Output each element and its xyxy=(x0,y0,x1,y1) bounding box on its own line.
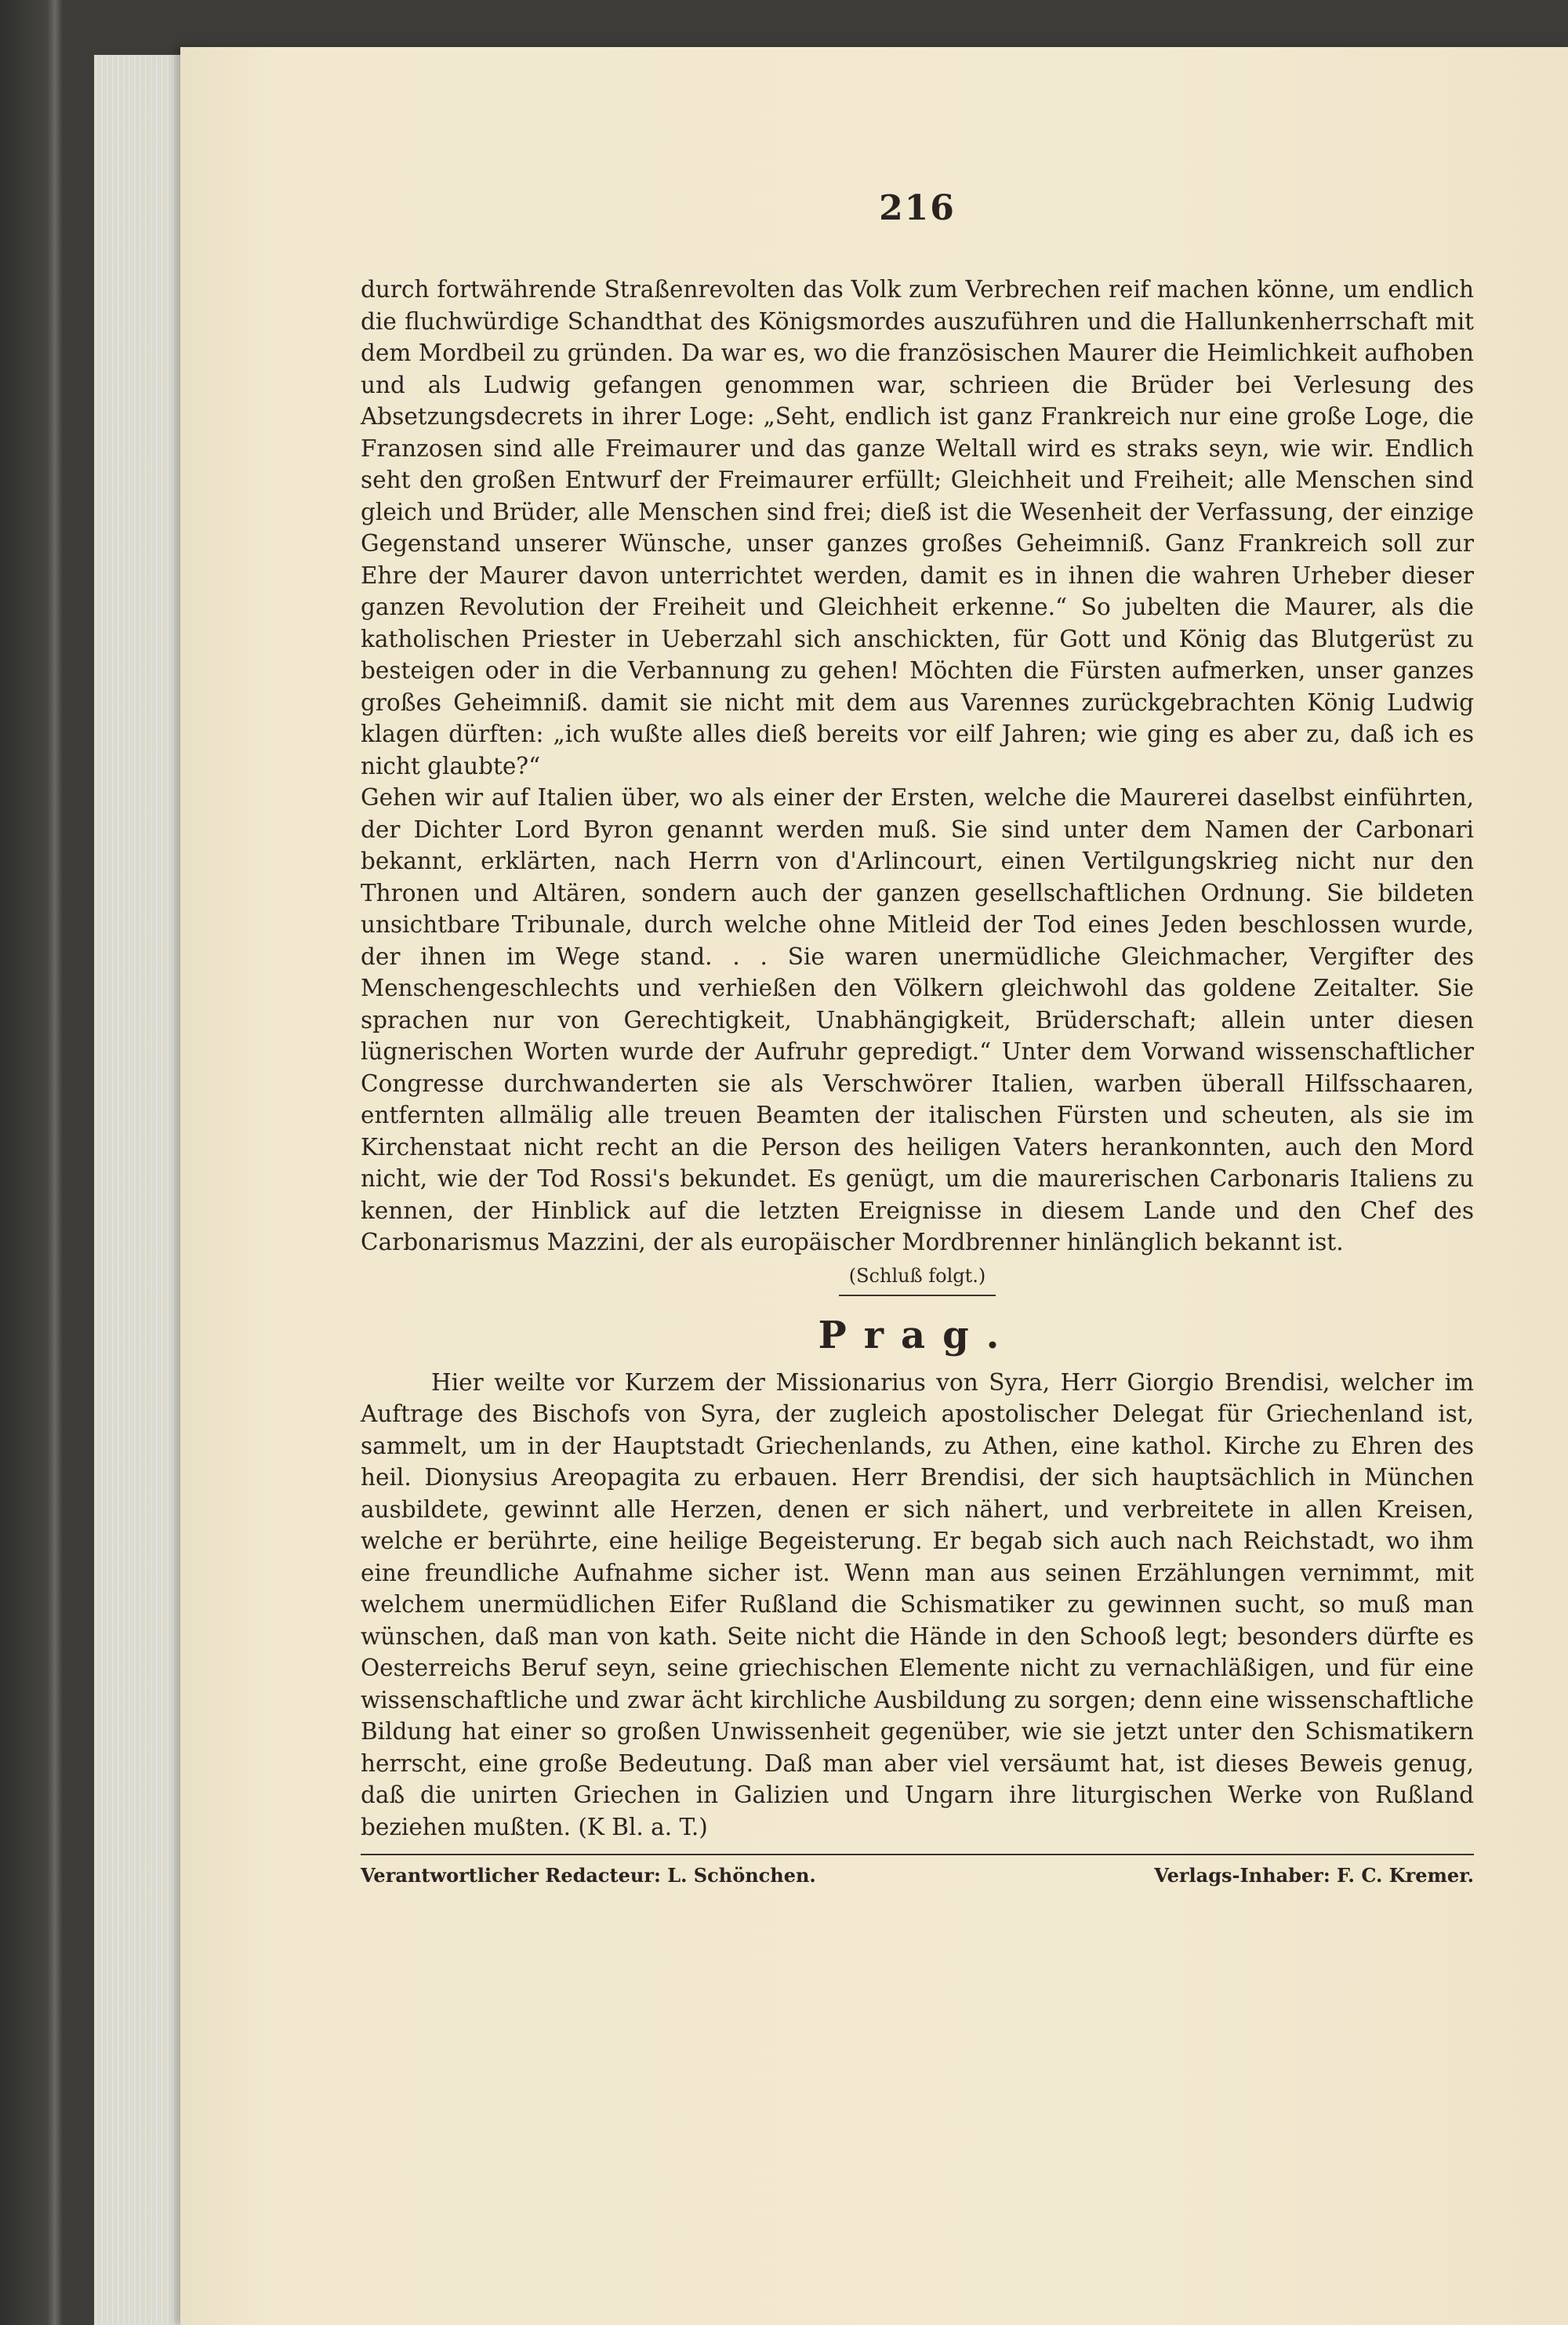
footer-editor: Verantwortlicher Redacteur: L. Schönchen. xyxy=(361,1864,816,1887)
page-number: 216 xyxy=(879,188,956,228)
section-divider xyxy=(839,1295,996,1296)
section-paragraph: Hier weilte vor Kurzem der Missionarius von Syra, Herr Giorgio Brendisi, welcher im Auftrage des Bischofs von Syra, der zugleich apostolischer Delegat für Griechenland ist, sammelt, um in der Hauptstadt Griechenlands, zu Athen, eine kathol. Kirche zu Ehren des heil. Dionysius Areopagita zu erbauen. Herr Brendisi, der sich hauptsächlich in München ausbildete, gewinnt alle Herzen, denen er sich nähert, und verbreitete in allen Kreisen, welche er berührte, eine heilige Begeisterung. Er begab sich auch nach Reichstadt, wo ihm eine freundliche Aufnahme sicher ist. Wenn man aus seinen Erzählungen vernimmt, mit welchem unermüdlichen Eifer Rußland die Schismatiker zu gewinnen sucht, so muß man wünschen, daß man von kath. Seite nicht die Hände in den Schooß legt; besonders dürfte es Oesterreichs Beruf seyn, seine griechischen Elemente nicht zu vernachläßigen, und für eine wissenschaftliche und zwar ächt kirchliche Ausbildung zu sorgen; denn eine wissenschaftliche Bildung hat einer so großen Unwissenheit gegenüber, wie sie jetzt unter den Schismatikern herrscht, eine große Bedeutung. Daß man aber viel versäumt hat, ist dieses Beweis genug, daß die unirten Griechen in Galizien und Ungarn ihre liturgischen Werke von Rußland beziehen mußten. (K Bl. a. T.) xyxy=(361,1368,1474,1840)
paragraph-1: durch fortwährende Straßenrevolten das Volk zum Verbrechen reif machen könne, um endlich die fluchwürdige Schandthat des Königsmordes auszuführen und die Hallunkenherrschaft mit dem Mordbeil zu gründen. Da war es, wo die französischen Maurer die Heimlichkeit aufhoben und als Ludwig gefangen genommen war, schrieen die Brüder bei Verlesung des Absetzungsdecrets in ihrer Loge: „Seht, endlich ist ganz Frankreich nur eine große Loge, die Franzosen sind alle Freimaurer und das ganze Weltall wird es straks seyn, wie wir. Endlich seht den großen Entwurf der Freimaurer erfüllt; Gleichheit und Freiheit; alle Menschen sind gleich und Brüder, alle Menschen sind frei; dieß ist die Wesenheit der Verfassung, der einzige Gegenstand unserer Wünsche, unser ganzes großes Geheimniß. Ganz Frankreich soll zur Ehre der Maurer davon unterrichtet werden, damit es in ihnen die wahren Urheber dieser ganzen Revolution der Freiheit und Gleichheit erkenne.“ So jubelten die Maurer, als die katholischen Priester in Ueberzahl sich anschickten, für Gott und König das Blutgerüst zu besteigen oder in die Verbannung zu gehen! Möchten die Fürsten aufmerken, unser ganzes großes Geheimniß. damit sie nicht mit dem aus Varennes zurückgebrachten König Ludwig klagen dürften: „ich wußte alles dieß bereits vor eilf Jahren; wie ging es aber zu, daß ich es nicht glaubte?“ xyxy=(361,276,1474,779)
footer-publisher: Verlags-Inhaber: F. C. Kremer. xyxy=(1154,1864,1474,1887)
continuation-note: (Schluß folgt.) xyxy=(848,1264,986,1287)
section-title: Prag. xyxy=(818,1313,1017,1357)
paragraph-2: Gehen wir auf Italien über, wo als einer der Ersten, welche die Maurerei daselbst einführten, der Dichter Lord Byron genannt werden muß. Sie sind unter dem Namen der Carbonari bekannt, erklärten, nach Herrn von d'Arlincourt, einen Vertilgungskrieg nicht nur den Thronen und Altären, sondern auch der ganzen gesellschaftlichen Ordnung. Sie bildeten unsichtbare Tribunale, durch welche ohne Mitleid der Tod eines Jeden beschlossen wurde, der ihnen im Wege stand. . . Sie waren unermüdliche Gleichmacher, Vergifter des Menschengeschlechts und verhießen den Völkern gleichwohl das goldene Zeitalter. Sie sprachen nur von Gerechtigkeit, Unabhängigkeit, Brüderschaft; allein unter diesen lügnerischen Worten wurde der Aufruhr gepredigt.“ Unter dem Vorwand wissenschaftlicher Congresse durchwanderten sie als Verschwörer Italien, warben überall Hilfsschaaren, entfernten allmälig alle treuen Beamten der italischen Fürsten und scheuten, als sie im Kirchenstaat nicht recht an die Person des heiligen Vaters herankonnten, auch den Mord nicht, wie der Tod Rossi's bekundet. Es genügt, um die maurerischen Carbonaris Italiens zu kennen, der Hinblick auf die letzten Ereignisse in diesem Lande und den Chef des Carbonarismus Mazzini, der als europäischer Mordbrenner hinlänglich bekannt ist. xyxy=(361,784,1474,1255)
footer-divider xyxy=(361,1854,1474,1855)
page-content xyxy=(361,188,1474,1888)
footer xyxy=(361,1863,1474,1888)
